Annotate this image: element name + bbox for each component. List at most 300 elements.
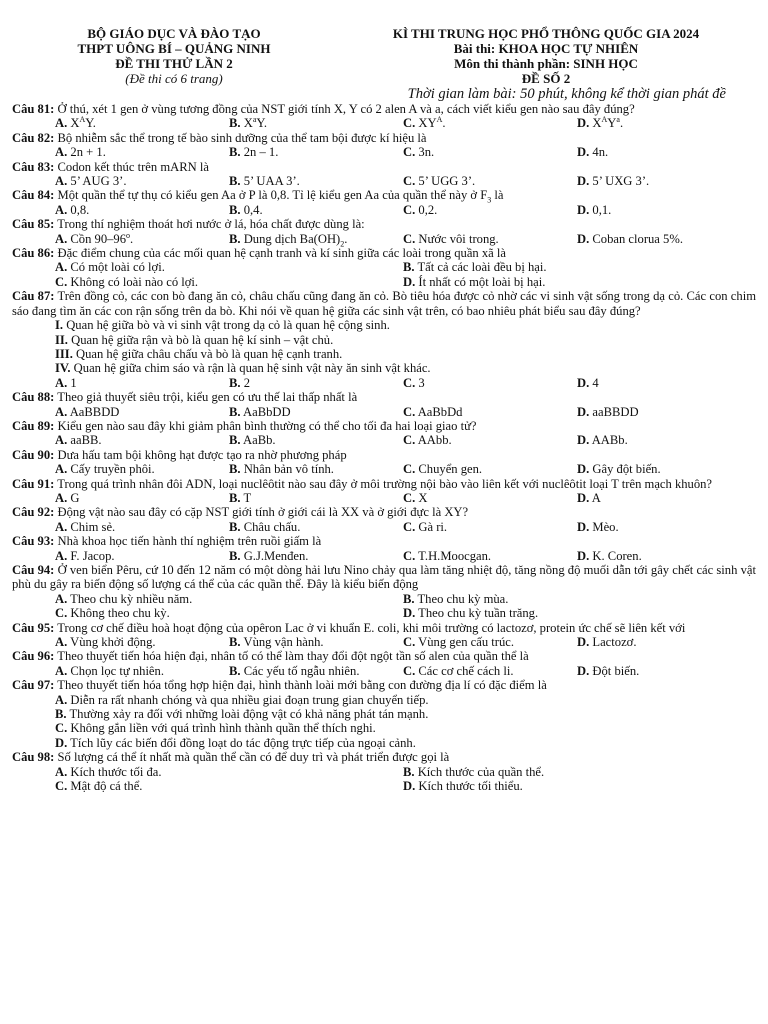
answer-option[interactable] bbox=[229, 635, 403, 649]
option-text: Cồn 90–96 bbox=[67, 231, 127, 246]
answer-option[interactable] bbox=[577, 549, 751, 563]
question-stem: Nhà khoa học tiến hành thí nghiệm trên ruồi giấm là bbox=[54, 534, 322, 549]
option-letter: B. bbox=[229, 433, 241, 448]
answer-option[interactable] bbox=[229, 549, 403, 563]
option-text: Kích thước tối đa. bbox=[67, 764, 162, 779]
answer-option[interactable] bbox=[55, 275, 403, 289]
option-letter: C. bbox=[403, 174, 416, 189]
option-superscript: A bbox=[436, 115, 443, 125]
question-label: Câu 98: bbox=[12, 750, 55, 765]
option-text: Diễn ra rất nhanh chóng và qua nhiều giai đoạn trung gian chuyển tiếp. bbox=[67, 692, 429, 707]
answer-options bbox=[12, 203, 756, 217]
option-letter: B. bbox=[229, 663, 241, 678]
option-text: Cấy truyền phôi. bbox=[67, 462, 155, 477]
question-label: Câu 82: bbox=[12, 130, 55, 145]
answer-options bbox=[12, 549, 756, 563]
question-text bbox=[12, 477, 756, 491]
option-text: Các cơ chế cách li. bbox=[415, 663, 514, 678]
option-text: Các yếu tố ngẫu nhiên. bbox=[240, 663, 360, 678]
option-text-tail: . bbox=[442, 116, 446, 131]
option-text: X bbox=[240, 116, 253, 131]
option-letter: D. bbox=[577, 548, 590, 563]
answer-option[interactable] bbox=[577, 433, 751, 447]
option-text: Vùng gen cấu trúc. bbox=[415, 635, 514, 650]
answer-option[interactable] bbox=[55, 520, 229, 534]
answer-option[interactable] bbox=[55, 491, 229, 505]
question-stem: Bộ nhiễm sắc thể trong tế bào sinh dưỡng của thể tam bội được kí hiệu là bbox=[54, 130, 427, 145]
option-letter: B. bbox=[403, 260, 415, 275]
question-item bbox=[12, 217, 756, 249]
option-text: X bbox=[589, 116, 602, 131]
answer-option[interactable] bbox=[55, 405, 229, 419]
answer-option[interactable] bbox=[403, 520, 577, 534]
option-text: 0,8. bbox=[67, 202, 90, 217]
option-text: Vùng vận hành. bbox=[240, 635, 324, 650]
option-text: AAbb. bbox=[415, 433, 452, 448]
option-text-tail: . bbox=[619, 116, 624, 131]
option-text: K. Coren. bbox=[589, 548, 642, 563]
exam-component: Môn thi thành phần: SINH HỌC bbox=[454, 56, 638, 71]
option-text: XY bbox=[415, 116, 437, 131]
option-superscript: o bbox=[126, 230, 131, 240]
answer-option[interactable] bbox=[403, 664, 577, 678]
option-superscript: a bbox=[252, 115, 257, 125]
question-item bbox=[12, 448, 756, 477]
option-letter: C. bbox=[403, 635, 416, 650]
option-letter: C. bbox=[403, 202, 416, 217]
option-text: Theo chu kỳ nhiều năm. bbox=[67, 591, 193, 606]
question-stem: Một quần thể tự thụ có kiểu gen Aa ở P là 0,8. Tỉ lệ kiểu gen Aa của quần thể này ở F bbox=[54, 188, 488, 203]
answer-options bbox=[12, 693, 756, 751]
option-text: Coban clorua 5%. bbox=[589, 231, 683, 246]
option-text: Kích thước tối thiểu. bbox=[415, 779, 523, 794]
question-item bbox=[12, 289, 756, 390]
question-item bbox=[12, 188, 756, 217]
answer-options bbox=[12, 491, 756, 505]
answer-option[interactable] bbox=[55, 635, 229, 649]
answer-option[interactable] bbox=[403, 260, 751, 274]
option-text: 2 bbox=[240, 375, 251, 390]
option-text: AaBBDD bbox=[67, 404, 120, 419]
answer-option[interactable] bbox=[577, 203, 751, 217]
option-text: Mật độ cá thể. bbox=[67, 779, 143, 794]
answer-option[interactable] bbox=[577, 232, 751, 246]
option-letter: A. bbox=[55, 692, 68, 707]
answer-option[interactable] bbox=[229, 491, 403, 505]
option-letter: C. bbox=[403, 231, 416, 246]
time-limit: Thời gian làm bài: 50 phút, không kể thời gian phát đề bbox=[407, 86, 726, 102]
option-letter: B. bbox=[229, 548, 241, 563]
question-text bbox=[12, 102, 756, 116]
option-text: Gà ri. bbox=[415, 519, 448, 534]
option-text: aaBBDD bbox=[589, 404, 639, 419]
question-stem: Trong cơ chế điều hoà hoạt động của opêron Lac ở vi khuẩn E. coli, khi môi trường có lactozơ, protein ức chế sẽ liên kết với bbox=[54, 620, 686, 635]
answer-options bbox=[12, 635, 756, 649]
answer-options bbox=[12, 520, 756, 534]
option-letter: C. bbox=[403, 490, 416, 505]
question-text bbox=[12, 750, 756, 764]
option-letter: C. bbox=[403, 548, 416, 563]
option-superscript: a bbox=[616, 115, 620, 125]
question-item bbox=[12, 563, 756, 621]
question-item bbox=[12, 534, 756, 563]
option-text-tail: . bbox=[130, 231, 134, 246]
option-letter: A. bbox=[55, 404, 68, 419]
question-text bbox=[12, 217, 756, 231]
option-letter: D. bbox=[577, 202, 590, 217]
option-letter: B. bbox=[229, 490, 241, 505]
option-text-tail: Y bbox=[607, 116, 617, 131]
option-letter: B. bbox=[229, 231, 241, 246]
answer-option[interactable] bbox=[403, 765, 751, 779]
option-text: 3n. bbox=[415, 145, 435, 160]
question-label: Câu 83: bbox=[12, 159, 55, 174]
option-letter: B. bbox=[229, 116, 241, 131]
answer-option[interactable] bbox=[403, 635, 577, 649]
answer-option[interactable] bbox=[577, 174, 751, 188]
answer-option[interactable] bbox=[403, 376, 577, 390]
answer-option[interactable] bbox=[55, 693, 756, 707]
option-letter: D. bbox=[55, 735, 68, 750]
statement-item bbox=[55, 333, 756, 347]
answer-option[interactable] bbox=[577, 116, 751, 130]
answer-option[interactable] bbox=[55, 606, 403, 620]
option-text: F. Jacop. bbox=[67, 548, 115, 563]
option-letter: C. bbox=[403, 375, 416, 390]
question-item bbox=[12, 477, 756, 506]
option-letter: D. bbox=[577, 174, 590, 189]
answer-option[interactable] bbox=[403, 549, 577, 563]
option-text: Nước vôi trong. bbox=[415, 231, 499, 246]
answer-option[interactable] bbox=[55, 116, 229, 130]
option-text: AaBbDD bbox=[240, 404, 291, 419]
answer-option[interactable] bbox=[229, 116, 403, 130]
answer-option[interactable] bbox=[229, 433, 403, 447]
question-stem: Trên đồng cỏ, các con bò đang ăn cỏ, châu chấu cũng đang ăn cỏ. Bò tiêu hóa được cỏ nhờ các vi sinh vật sống trong dạ cỏ. Các con chim sáo đang tìm ăn các con rận sống trên da bò. Khi nói về quan hệ giữa các sinh vật trên, có bao nhiêu phát biểu sau đây đúng? bbox=[12, 289, 756, 318]
question-label: Câu 86: bbox=[12, 246, 55, 261]
option-text: Nhân bản vô tính. bbox=[240, 462, 334, 477]
option-letter: C. bbox=[403, 404, 416, 419]
option-text: 2n + 1. bbox=[67, 145, 106, 160]
question-item bbox=[12, 131, 756, 160]
question-stem: Ở thú, xét 1 gen ở vùng tương đồng của NST giới tính X, Y có 2 alen A và a, cách viết kiểu gen nào sau đây đúng? bbox=[54, 102, 635, 116]
answer-option[interactable] bbox=[55, 549, 229, 563]
answer-option[interactable] bbox=[403, 433, 577, 447]
answer-option[interactable] bbox=[55, 174, 229, 188]
question-stem: Động vật nào sau đây có cặp NST giới tính ở giới cái là XX và ở giới đực là XY? bbox=[54, 505, 469, 520]
answer-option[interactable] bbox=[229, 520, 403, 534]
option-letter: A. bbox=[55, 145, 68, 160]
option-letter: D. bbox=[577, 404, 590, 419]
statement-item bbox=[55, 318, 756, 332]
answer-option[interactable] bbox=[55, 145, 229, 159]
statement-number: III. bbox=[55, 346, 73, 361]
option-text: Chọn lọc tự nhiên. bbox=[67, 663, 164, 678]
option-text: Lactozơ. bbox=[589, 635, 637, 650]
answer-option[interactable] bbox=[229, 405, 403, 419]
question-item bbox=[12, 160, 756, 189]
question-stem: Dưa hấu tam bội không hạt được tạo ra nhờ phương pháp bbox=[54, 447, 347, 462]
answer-options bbox=[12, 592, 756, 621]
option-letter: A. bbox=[55, 462, 68, 477]
statement-list bbox=[12, 318, 756, 376]
option-text: 5’ UAA 3’. bbox=[240, 174, 300, 189]
question-label: Câu 95: bbox=[12, 620, 55, 635]
exam-code: ĐỀ SỐ 2 bbox=[521, 71, 571, 86]
option-letter: D. bbox=[577, 635, 590, 650]
option-text-tail: Y. bbox=[85, 116, 96, 131]
option-text: Đột biến. bbox=[589, 663, 640, 678]
question-stem: Theo thuyết tiến hóa hiện đại, nhân tố có thể làm thay đổi đột ngột tần số alen của quần thể là bbox=[54, 649, 529, 664]
answer-option[interactable] bbox=[55, 707, 756, 721]
answer-options bbox=[12, 174, 756, 188]
option-letter: A. bbox=[55, 433, 68, 448]
option-letter: C. bbox=[55, 779, 68, 794]
option-text: Kích thước của quần thể. bbox=[414, 764, 545, 779]
option-subscript: 2 bbox=[340, 239, 345, 249]
answer-options bbox=[12, 433, 756, 447]
answer-options bbox=[12, 260, 756, 289]
option-text: Chim sẻ. bbox=[67, 519, 116, 534]
option-text: 4n. bbox=[589, 145, 609, 160]
answer-option[interactable] bbox=[229, 145, 403, 159]
option-text: G.J.Menđen. bbox=[240, 548, 309, 563]
statement-text: Quan hệ giữa rận và bò là quan hệ kí sinh – vật chủ. bbox=[67, 332, 334, 347]
answer-option[interactable] bbox=[55, 779, 403, 793]
answer-option[interactable] bbox=[229, 664, 403, 678]
option-letter: D. bbox=[577, 490, 590, 505]
answer-option[interactable] bbox=[229, 376, 403, 390]
question-list bbox=[12, 102, 756, 794]
option-text: aaBB. bbox=[67, 433, 102, 448]
answer-option[interactable] bbox=[55, 203, 229, 217]
option-text: X bbox=[415, 490, 428, 505]
ministry-name: BỘ GIÁO DỤC VÀ ĐÀO TẠO bbox=[87, 26, 261, 41]
answer-option[interactable] bbox=[577, 405, 751, 419]
question-stem: Đặc điểm chung của các mối quan hệ cạnh tranh và kí sinh giữa các loài trong quần xã là bbox=[54, 246, 506, 261]
answer-option[interactable] bbox=[403, 232, 577, 246]
option-letter: C. bbox=[403, 663, 416, 678]
answer-option[interactable] bbox=[55, 765, 403, 779]
option-letter: D. bbox=[577, 519, 590, 534]
statement-item bbox=[55, 347, 756, 361]
question-stem: Ở ven biển Pêru, cứ 10 đến 12 năm có một dòng hải lưu Nino chảy qua làm tăng nhiệt độ, tăng nồng độ muối dẫn tới gây chết các sinh vật phù du gây ra biến động số lượng cá thể của các quần thể. Đây là kiểu biến động bbox=[12, 563, 756, 592]
question-item bbox=[12, 419, 756, 448]
option-text: Mèo. bbox=[589, 519, 619, 534]
option-text: Theo chu kỳ mùa. bbox=[414, 591, 509, 606]
answer-option[interactable] bbox=[403, 462, 577, 476]
answer-option[interactable] bbox=[55, 462, 229, 476]
option-text: 0,2. bbox=[415, 202, 438, 217]
answer-option[interactable] bbox=[229, 462, 403, 476]
option-letter: D. bbox=[577, 433, 590, 448]
option-text: Gây đột biến. bbox=[589, 462, 661, 477]
answer-option[interactable] bbox=[55, 721, 756, 735]
option-letter: A. bbox=[55, 519, 68, 534]
statement-text: Quan hệ giữa bò và vi sinh vật trong dạ cỏ là quan hệ cộng sinh. bbox=[63, 318, 390, 333]
question-text bbox=[12, 649, 756, 663]
option-letter: D. bbox=[577, 663, 590, 678]
option-text: T bbox=[240, 490, 252, 505]
answer-option[interactable] bbox=[229, 203, 403, 217]
option-letter: A. bbox=[55, 174, 68, 189]
question-label: Câu 94: bbox=[12, 563, 55, 577]
statement-text: Quan hệ giữa châu chấu và bò là quan hệ cạnh tranh. bbox=[72, 346, 343, 361]
option-letter: C. bbox=[403, 519, 416, 534]
answer-option[interactable] bbox=[577, 145, 751, 159]
option-superscript: A bbox=[79, 115, 86, 125]
answer-options bbox=[12, 405, 756, 419]
option-letter: C. bbox=[403, 116, 416, 131]
option-letter: D. bbox=[403, 779, 416, 794]
answer-option[interactable] bbox=[403, 203, 577, 217]
option-letter: B. bbox=[229, 462, 241, 477]
option-text: 1 bbox=[67, 375, 77, 390]
question-stem: Số lượng cá thể ít nhất mà quần thể cần có để duy trì và phát triển được gọi là bbox=[54, 750, 450, 765]
option-letter: B. bbox=[229, 404, 241, 419]
question-stem: Kiểu gen nào sau đây khi giảm phân bình thường có thể cho tối đa hai loại giao tử? bbox=[54, 418, 477, 433]
school-name: THPT UÔNG BÍ – QUẢNG NINH bbox=[77, 41, 271, 56]
option-text-tail: . bbox=[344, 231, 348, 246]
question-item bbox=[12, 390, 756, 419]
option-text: Vùng khởi động. bbox=[67, 635, 156, 650]
answer-option[interactable] bbox=[403, 275, 751, 289]
option-text: 0,1. bbox=[589, 202, 612, 217]
answer-options bbox=[12, 462, 756, 476]
option-text: Dung dịch Ba(OH) bbox=[240, 231, 341, 246]
answer-option[interactable] bbox=[403, 174, 577, 188]
page-count-note: (Đề thi có 6 trang) bbox=[125, 71, 223, 86]
question-label: Câu 88: bbox=[12, 390, 55, 405]
option-letter: D. bbox=[577, 231, 590, 246]
answer-option[interactable] bbox=[577, 462, 751, 476]
question-text bbox=[12, 505, 756, 519]
question-label: Câu 87: bbox=[12, 289, 55, 304]
answer-option[interactable] bbox=[403, 405, 577, 419]
option-letter: A. bbox=[55, 591, 68, 606]
option-text: AABb. bbox=[589, 433, 628, 448]
answer-option[interactable] bbox=[577, 664, 751, 678]
answer-option[interactable] bbox=[229, 174, 403, 188]
option-text: Ít nhất có một loài bị hại. bbox=[415, 274, 546, 289]
option-text: AaBb. bbox=[240, 433, 276, 448]
answer-option[interactable] bbox=[55, 664, 229, 678]
option-text: 2n – 1. bbox=[240, 145, 279, 160]
option-letter: A. bbox=[55, 548, 68, 563]
question-text bbox=[12, 534, 756, 548]
option-letter: B. bbox=[229, 202, 241, 217]
option-text-tail: Y. bbox=[256, 116, 267, 131]
question-item bbox=[12, 649, 756, 678]
answer-option[interactable] bbox=[577, 376, 751, 390]
option-letter: B. bbox=[403, 591, 415, 606]
question-item bbox=[12, 750, 756, 793]
exam-header bbox=[12, 26, 756, 86]
answer-option[interactable] bbox=[403, 592, 751, 606]
option-letter: B. bbox=[229, 174, 241, 189]
option-text: 5’ UXG 3’. bbox=[589, 174, 650, 189]
option-letter: D. bbox=[577, 375, 590, 390]
question-label: Câu 91: bbox=[12, 476, 55, 491]
answer-option[interactable] bbox=[55, 592, 403, 606]
option-letter: A. bbox=[55, 663, 68, 678]
option-letter: C. bbox=[403, 433, 416, 448]
question-stem: Trong quá trình nhân đôi ADN, loại nuclêôtit nào sau đây ở môi trường nội bào vào liên kết với nuclêôtit loại T trên mạch khuôn? bbox=[54, 476, 713, 491]
answer-option[interactable] bbox=[55, 376, 229, 390]
question-text bbox=[12, 678, 756, 692]
option-letter: B. bbox=[55, 707, 67, 722]
answer-option[interactable] bbox=[403, 145, 577, 159]
exam-title: KÌ THI TRUNG HỌC PHỔ THÔNG QUỐC GIA 2024 bbox=[392, 26, 700, 41]
question-label: Câu 96: bbox=[12, 649, 55, 664]
question-text bbox=[12, 563, 756, 592]
option-letter: B. bbox=[403, 764, 415, 779]
answer-option[interactable] bbox=[403, 606, 751, 620]
option-letter: B. bbox=[229, 145, 241, 160]
option-text: 5’ AUG 3’. bbox=[67, 174, 127, 189]
option-letter: D. bbox=[577, 116, 590, 131]
option-letter: D. bbox=[577, 145, 590, 160]
question-stem-subscript: 3 bbox=[487, 195, 492, 205]
answer-option[interactable] bbox=[55, 433, 229, 447]
exam-subject: Bài thi: KHOA HỌC TỰ NHIÊN bbox=[453, 41, 639, 56]
answer-option[interactable] bbox=[403, 116, 577, 130]
option-letter: D. bbox=[403, 274, 416, 289]
answer-option[interactable] bbox=[577, 635, 751, 649]
question-stem: Codon kết thúc trên mARN là bbox=[54, 159, 209, 174]
answer-options bbox=[12, 116, 756, 130]
option-text: X bbox=[67, 116, 80, 131]
question-text bbox=[12, 390, 756, 404]
answer-options bbox=[12, 230, 756, 249]
exam-round: ĐỀ THI THỬ LẦN 2 bbox=[115, 56, 233, 71]
option-letter: A. bbox=[55, 231, 68, 246]
option-letter: B. bbox=[229, 375, 241, 390]
option-text: A bbox=[589, 490, 601, 505]
question-stem: Theo thuyết tiến hóa tổng hợp hiện đại, hình thành loài mới bằng con đường địa lí có đặc điểm là bbox=[54, 678, 547, 693]
answer-option[interactable] bbox=[403, 779, 751, 793]
question-text bbox=[12, 621, 756, 635]
answer-option[interactable] bbox=[577, 520, 751, 534]
option-letter: A. bbox=[55, 375, 68, 390]
question-item bbox=[12, 621, 756, 650]
question-label: Câu 90: bbox=[12, 447, 55, 462]
question-text bbox=[12, 246, 756, 260]
question-text bbox=[12, 419, 756, 433]
option-letter: D. bbox=[403, 606, 416, 621]
question-label: Câu 93: bbox=[12, 534, 55, 549]
answer-option[interactable] bbox=[403, 491, 577, 505]
option-text: T.H.Moocgan. bbox=[415, 548, 492, 563]
answer-option[interactable] bbox=[577, 491, 751, 505]
statement-number: II. bbox=[55, 332, 68, 347]
option-text: 0,4. bbox=[240, 202, 263, 217]
option-text: Theo chu kỳ tuần trăng. bbox=[415, 606, 539, 621]
option-letter: C. bbox=[55, 274, 68, 289]
answer-option[interactable] bbox=[55, 260, 403, 274]
answer-options bbox=[12, 765, 756, 794]
answer-option[interactable] bbox=[55, 232, 229, 246]
question-text bbox=[12, 188, 756, 205]
question-item bbox=[12, 505, 756, 534]
option-text: Tất cả các loài đều bị hại. bbox=[414, 260, 547, 275]
school-block bbox=[24, 26, 324, 86]
option-letter: D. bbox=[577, 462, 590, 477]
answer-option[interactable] bbox=[229, 231, 403, 249]
option-letter: C. bbox=[55, 721, 68, 736]
answer-option[interactable] bbox=[55, 736, 756, 750]
statement-number: IV. bbox=[55, 361, 71, 376]
